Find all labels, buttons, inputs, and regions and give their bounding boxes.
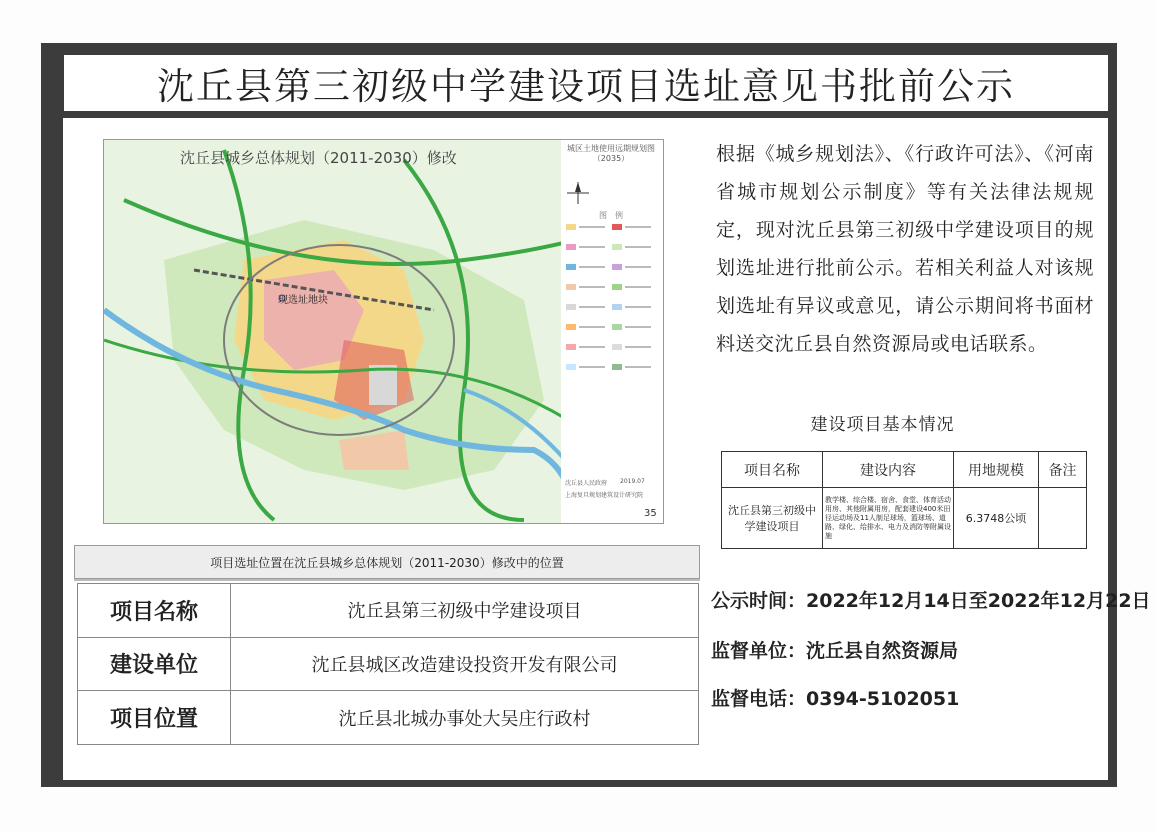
legend-swatch <box>612 324 622 330</box>
legend-swatch <box>566 364 576 370</box>
table-row <box>722 488 1087 549</box>
project-area-cell: 6.3748公顷 <box>954 488 1039 549</box>
legend-label-line <box>579 366 605 368</box>
legend-swatch <box>566 284 576 290</box>
info-value: 沈丘县北城办事处大吴庄行政村 <box>231 691 699 745</box>
table-header-row <box>722 452 1087 488</box>
legend-swatch <box>612 364 622 370</box>
supervising-unit-label: 监督单位： <box>711 640 807 662</box>
map-caption: 项目选址位置在沈丘县城乡总体规划（2011-2030）修改中的位置 <box>74 545 700 579</box>
project-name-cell: 沈丘县第三初级中学建设项目 <box>722 488 823 549</box>
legend-swatch <box>566 324 576 330</box>
project-info-table <box>77 583 699 745</box>
info-value: 沈丘县城区改造建设投资开发有限公司 <box>231 637 699 691</box>
supervising-unit-value: 沈丘县自然资源局 <box>806 640 959 662</box>
supervising-phone <box>711 684 959 711</box>
legend-label-line <box>625 246 651 248</box>
column-header: 项目名称 <box>722 452 823 488</box>
table-row <box>78 691 699 745</box>
legend-swatch <box>566 344 576 350</box>
notice-paragraph: 根据《城乡规划法》、《行政许可法》、《河南省城市规划公示制度》等有关法律法规规定，现对沈丘县第三初级中学建设项目的规划选址进行批前公示。若相关利益人对该规划选址有异议或意见，请公示期间将书面材料送交沈丘县自然资源局或电话联系。 <box>716 143 1094 355</box>
column-header: 建设内容 <box>823 452 954 488</box>
legend-swatch <box>612 304 622 310</box>
legend-label-line <box>625 326 651 328</box>
column-header: 用地规模 <box>954 452 1039 488</box>
supervising-phone-label: 监督电话： <box>711 688 807 710</box>
supervising-phone-value: 0394-5102051 <box>806 688 960 710</box>
page-title: 沈丘县第三初级中学建设项目选址意见书批前公示 <box>157 65 1015 108</box>
legend-swatch <box>566 304 576 310</box>
publicity-time-label: 公示时间： <box>711 590 807 612</box>
info-key: 建设单位 <box>78 637 231 691</box>
publicity-time-value: 2022年12月14日至2022年12月22日 <box>806 590 1151 612</box>
map-footer-date: 2019.07 <box>620 478 645 485</box>
site-label: 现选址地块 <box>278 295 328 306</box>
legend-title: 城区土地使用远期规划图（2035） <box>567 144 655 163</box>
legend-swatch <box>566 224 576 230</box>
legend-label-line <box>579 346 605 348</box>
publicity-time <box>711 586 1151 613</box>
legend-label-line <box>625 226 651 228</box>
legend-swatches <box>566 224 658 404</box>
map-title: 沈丘县城乡总体规划（2011-2030）修改 <box>180 149 457 167</box>
supervising-unit <box>711 636 958 663</box>
legend-label-line <box>625 286 651 288</box>
legend-swatch <box>612 244 622 250</box>
column-header: 备注 <box>1039 452 1087 488</box>
legend-swatch <box>612 284 622 290</box>
legend-label-line <box>579 226 605 228</box>
legend-swatch <box>612 264 622 270</box>
info-key: 项目名称 <box>78 584 231 638</box>
legend-swatch <box>612 344 622 350</box>
legend-label-line <box>579 266 605 268</box>
project-section-title: 建设项目基本情况 <box>810 415 955 435</box>
map-footer-org: 上海复旦规划建筑设计研究院 <box>565 492 644 499</box>
map-page-number: 35 <box>644 508 657 519</box>
legend-label-line <box>579 326 605 328</box>
info-value: 沈丘县第三初级中学建设项目 <box>231 584 699 638</box>
legend-label-line <box>625 306 651 308</box>
legend-swatch <box>612 224 622 230</box>
project-content-cell: 教学楼、综合楼、宿舍、食堂、体育活动用房、其他附属用房，配套建设400米田径运动场及11人制足球场，篮球场、道路、绿化、给排水、电力及消防等附属设施 <box>823 488 954 549</box>
legend-swatch <box>566 244 576 250</box>
legend-label-line <box>579 286 605 288</box>
legend-label-line <box>579 306 605 308</box>
project-note-cell <box>1039 488 1087 549</box>
info-key: 项目位置 <box>78 691 231 745</box>
legend-label-line <box>579 246 605 248</box>
legend-label-line <box>625 346 651 348</box>
legend-label-line <box>625 266 651 268</box>
legend-label-line <box>625 366 651 368</box>
table-row <box>78 584 699 638</box>
map-footer-issuer: 沈丘县人民政府 <box>565 480 608 487</box>
table-row <box>78 637 699 691</box>
compass-icon <box>563 180 593 206</box>
legend-heading: 图 例 <box>599 211 623 220</box>
project-basic-table <box>721 451 1087 549</box>
legend-swatch <box>566 264 576 270</box>
title-banner <box>64 55 1108 111</box>
